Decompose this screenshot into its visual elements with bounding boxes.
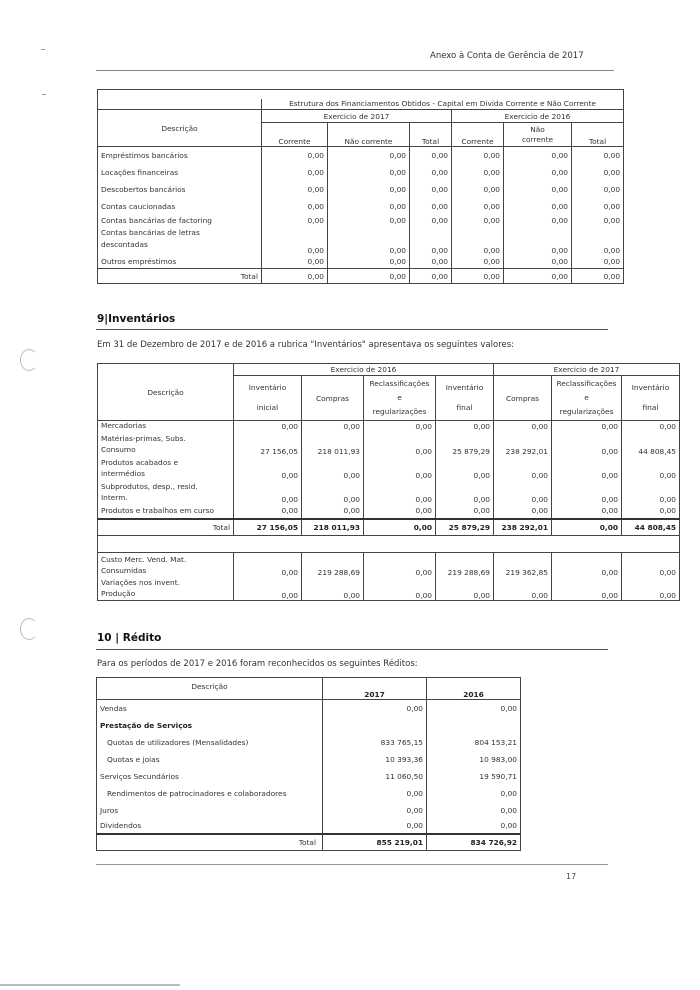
cell: 11 060,50 <box>323 768 427 785</box>
revenue-table <box>96 677 521 851</box>
financing-table <box>97 89 624 284</box>
cell: 0,00 <box>504 198 572 215</box>
row-label-line: Variações nos invent. <box>101 578 180 588</box>
cell: 0,00 <box>436 504 494 519</box>
inventories-intro: Em 31 de Dezembro de 2017 e de 2016 a rubrica "Inventários" apresentava os seguintes valores: <box>97 340 515 350</box>
cell: 0,00 <box>552 480 622 504</box>
col-header <box>436 376 494 421</box>
section-heading-inventories: 9|Inventários <box>97 313 176 325</box>
table-row <box>98 456 680 480</box>
cell: 0,00 <box>410 215 452 227</box>
row-label-line: Produção <box>101 589 136 599</box>
row-label-line: Subprodutos, desp., resid. <box>101 481 198 491</box>
table-row <box>97 768 521 785</box>
cell: 0,00 <box>622 577 680 601</box>
table-row <box>98 577 680 601</box>
table-row <box>98 421 680 432</box>
cell: 0,00 <box>364 480 436 504</box>
total-label: Total <box>98 519 234 536</box>
cell: 0,00 <box>622 504 680 519</box>
col-header-line: Inventário <box>445 383 484 392</box>
cell: 238 292,01 <box>494 519 552 536</box>
col-header <box>622 376 680 421</box>
cell: 0,00 <box>323 802 427 819</box>
row-label: Empréstimos bancários <box>98 147 262 164</box>
cell: 0,00 <box>572 215 624 227</box>
row-label-line: Custo Merc. Vend. Mat. <box>101 554 187 564</box>
cell: 0,00 <box>262 181 328 198</box>
cell: 0,00 <box>364 577 436 601</box>
year-2017-header: Exercicio de 2017 <box>494 364 680 376</box>
cell: 0,00 <box>504 227 572 255</box>
table-row <box>98 255 624 269</box>
cell: 0,00 <box>572 255 624 269</box>
cell: 0,00 <box>410 181 452 198</box>
cell: 0,00 <box>622 480 680 504</box>
cell: 0,00 <box>494 504 552 519</box>
col-header-line: Inventário <box>248 383 287 392</box>
table-row <box>98 198 624 215</box>
cell: 0,00 <box>302 421 364 432</box>
cell: 0,00 <box>364 456 436 480</box>
row-label-line: Matérias-primas, Subs. <box>101 433 186 443</box>
section-rule <box>96 329 608 330</box>
cell: 0,00 <box>234 480 302 504</box>
total-label: Total <box>98 269 262 284</box>
cell: 0,00 <box>410 164 452 181</box>
col-header: Corrente <box>452 123 504 147</box>
row-label <box>98 456 234 480</box>
cell: 0,00 <box>328 255 410 269</box>
year-2017-header: Exercicio de 2017 <box>262 110 452 123</box>
cell: 219 288,69 <box>436 553 494 577</box>
cell: 218 011,93 <box>302 519 364 536</box>
row-label <box>98 577 234 601</box>
row-label-line: Consumidas <box>101 565 147 575</box>
section-heading-revenue: 10 | Rédito <box>97 632 162 644</box>
cell: 0,00 <box>427 700 521 717</box>
cell: 0,00 <box>262 215 328 227</box>
col-header-line: e <box>584 393 589 402</box>
cell: 238 292,01 <box>494 432 552 456</box>
spacer-cell <box>98 536 680 553</box>
cell: 0,00 <box>452 198 504 215</box>
table-row <box>98 215 624 227</box>
cell: 25 879,29 <box>436 519 494 536</box>
row-label: Contas bancárias de factoring <box>98 215 262 227</box>
row-label <box>98 227 262 255</box>
col-header: Não corrente <box>504 123 572 147</box>
cell: 0,00 <box>572 164 624 181</box>
cell: 0,00 <box>494 421 552 432</box>
col-header-line: regularizações <box>372 407 427 416</box>
cell: 0,00 <box>436 577 494 601</box>
desc-header: Descrição <box>98 110 262 147</box>
row-label: Prestação de Serviços <box>97 717 323 734</box>
cell: 0,00 <box>552 421 622 432</box>
table-row <box>98 553 680 577</box>
footer-rule <box>96 864 608 865</box>
cell: 0,00 <box>504 255 572 269</box>
table-row <box>97 734 521 751</box>
cell: 0,00 <box>504 269 572 284</box>
row-label: Descobertos bancários <box>98 181 262 198</box>
col-header: Compras <box>494 376 552 421</box>
row-label: Quotas de utilizadores (Mensalidades) <box>97 734 323 751</box>
desc-header: Descrição <box>98 364 234 421</box>
cell: 0,00 <box>364 553 436 577</box>
col-header-line: inicial <box>256 403 279 412</box>
cell: 0,00 <box>410 147 452 164</box>
table-row <box>97 802 521 819</box>
row-label: Rendimentos de patrocinadores e colaboradores <box>97 785 323 802</box>
col-header-line: final <box>642 403 659 412</box>
cell: 0,00 <box>452 255 504 269</box>
row-label: Serviços Secundários <box>97 768 323 785</box>
punch-hole <box>20 618 38 640</box>
cell: 0,00 <box>234 553 302 577</box>
row-label <box>98 480 234 504</box>
scan-mark <box>41 49 45 50</box>
cell: 0,00 <box>323 785 427 802</box>
year-2017-header: 2017 <box>323 678 427 700</box>
cell: 0,00 <box>364 432 436 456</box>
cell: 0,00 <box>572 181 624 198</box>
cell: 0,00 <box>302 480 364 504</box>
cell: 0,00 <box>234 421 302 432</box>
col-header-line: Reclassificações <box>369 379 430 388</box>
row-label: Contas caucionadas <box>98 198 262 215</box>
cell: 218 011,93 <box>302 432 364 456</box>
table-row <box>98 164 624 181</box>
cell: 10 393,36 <box>323 751 427 768</box>
col-header-line: e <box>397 393 402 402</box>
col-header: Não corrente <box>328 123 410 147</box>
cell: 0,00 <box>410 198 452 215</box>
table-row <box>98 480 680 504</box>
cell: 0,00 <box>452 227 504 255</box>
cell: 0,00 <box>452 147 504 164</box>
year-2016-header: Exercicio de 2016 <box>452 110 624 123</box>
total-row <box>98 269 624 284</box>
row-label: Juros <box>97 802 323 819</box>
col-header: Total <box>410 123 452 147</box>
col-header <box>364 376 436 421</box>
running-header: Anexo à Conta de Gerência de 2017 <box>430 51 584 61</box>
row-label: Mercadorias <box>98 421 234 432</box>
row-label: Outros empréstimos <box>98 255 262 269</box>
cell: 44 808,45 <box>622 432 680 456</box>
col-header <box>552 376 622 421</box>
cell: 0,00 <box>262 269 328 284</box>
scan-edge <box>0 984 180 986</box>
cell: 0,00 <box>504 147 572 164</box>
cell: 0,00 <box>302 504 364 519</box>
table-row <box>97 785 521 802</box>
cell: 0,00 <box>328 227 410 255</box>
cell: 0,00 <box>436 480 494 504</box>
cell: 0,00 <box>364 421 436 432</box>
row-label <box>98 432 234 456</box>
cell: 0,00 <box>622 553 680 577</box>
cell: 0,00 <box>452 181 504 198</box>
row-label-line: Produtos acabados e <box>101 457 179 467</box>
cell: 0,00 <box>572 269 624 284</box>
cell: 0,00 <box>262 198 328 215</box>
cell: 25 879,29 <box>436 432 494 456</box>
cell: 0,00 <box>234 577 302 601</box>
cell: 0,00 <box>262 227 328 255</box>
spacer-row <box>98 536 680 553</box>
cell <box>323 717 427 734</box>
cell: 19 590,71 <box>427 768 521 785</box>
table-row <box>97 819 521 834</box>
cell: 0,00 <box>622 456 680 480</box>
row-label-line: descontadas <box>101 239 148 249</box>
total-row <box>98 519 680 536</box>
cell: 0,00 <box>552 553 622 577</box>
cell: 0,00 <box>504 164 572 181</box>
cell: 804 153,21 <box>427 734 521 751</box>
cell: 0,00 <box>234 504 302 519</box>
total-row <box>97 834 521 851</box>
desc-header: Descrição <box>97 678 323 700</box>
cell: 0,00 <box>504 215 572 227</box>
cell: 0,00 <box>494 577 552 601</box>
cell: 0,00 <box>410 255 452 269</box>
row-label-line: Consumo <box>101 444 136 454</box>
row-label: Dividendos <box>97 819 323 834</box>
col-header-line: regularizações <box>559 407 614 416</box>
row-label: Quotas e joias <box>97 751 323 768</box>
row-label-line: Interm. <box>101 492 128 502</box>
row-label: Vendas <box>97 700 323 717</box>
cell: 0,00 <box>572 147 624 164</box>
cell: 0,00 <box>572 227 624 255</box>
cell: 0,00 <box>504 181 572 198</box>
scan-mark <box>42 94 46 95</box>
cell: 0,00 <box>328 215 410 227</box>
cell: 27 156,05 <box>234 519 302 536</box>
cell: 0,00 <box>427 802 521 819</box>
col-header-line: Reclassificações <box>556 379 617 388</box>
cell: 0,00 <box>552 577 622 601</box>
financing-title: Estrutura dos Financiamentos Obtidos - Capital em Divida Corrente e Não Corrente <box>262 99 624 110</box>
cell: 44 808,45 <box>622 519 680 536</box>
col-header: Compras <box>302 376 364 421</box>
cell: 0,00 <box>552 456 622 480</box>
cell: 0,00 <box>410 227 452 255</box>
cell: 0,00 <box>452 164 504 181</box>
table-row <box>97 700 521 717</box>
cell: 0,00 <box>302 577 364 601</box>
cell: 0,00 <box>262 255 328 269</box>
cell: 0,00 <box>427 785 521 802</box>
cell: 0,00 <box>494 480 552 504</box>
cell: 0,00 <box>328 164 410 181</box>
row-label-line: Contas bancárias de letras <box>101 227 200 237</box>
header-rule <box>96 70 614 71</box>
cell: 0,00 <box>552 504 622 519</box>
row-label <box>98 553 234 577</box>
col-header-line: final <box>456 403 473 412</box>
cell: 0,00 <box>328 147 410 164</box>
col-header <box>234 376 302 421</box>
cell: 0,00 <box>364 519 436 536</box>
row-label: Produtos e trabalhos em curso <box>98 504 234 519</box>
cell: 0,00 <box>234 456 302 480</box>
cell: 0,00 <box>364 504 436 519</box>
cell: 834 726,92 <box>427 834 521 851</box>
section-rule <box>96 649 608 650</box>
table-row <box>98 432 680 456</box>
cell: 0,00 <box>302 456 364 480</box>
col-header: Total <box>572 123 624 147</box>
row-label-line: intermédios <box>101 468 145 478</box>
cell: 0,00 <box>323 819 427 834</box>
cell: 0,00 <box>622 421 680 432</box>
row-label: Locações financeiras <box>98 164 262 181</box>
cell: 219 288,69 <box>302 553 364 577</box>
cell: 219 362,85 <box>494 553 552 577</box>
cell: 0,00 <box>427 819 521 834</box>
cell: 0,00 <box>328 198 410 215</box>
cell: 0,00 <box>436 456 494 480</box>
col-header-line: Inventário <box>631 383 670 392</box>
cell: 0,00 <box>552 519 622 536</box>
col-header: Corrente <box>262 123 328 147</box>
cell: 0,00 <box>452 269 504 284</box>
cell: 0,00 <box>410 269 452 284</box>
cell: 0,00 <box>323 700 427 717</box>
cell: 0,00 <box>262 147 328 164</box>
cell: 0,00 <box>328 181 410 198</box>
punch-hole <box>20 349 38 371</box>
cell: 0,00 <box>572 198 624 215</box>
cell <box>427 717 521 734</box>
cell: 0,00 <box>436 421 494 432</box>
total-label: Total <box>97 834 323 851</box>
table-row <box>98 147 624 164</box>
cell: 855 219,01 <box>323 834 427 851</box>
year-2016-header: 2016 <box>427 678 521 700</box>
table-row <box>98 181 624 198</box>
page-number: 17 <box>566 872 577 881</box>
table-row <box>98 227 624 255</box>
cell: 0,00 <box>328 269 410 284</box>
table-row <box>97 717 521 734</box>
cell: 27 156,05 <box>234 432 302 456</box>
table-row <box>98 504 680 519</box>
revenue-intro: Para os períodos de 2017 e 2016 foram reconhecidos os seguintes Réditos: <box>97 659 418 669</box>
cell: 10 983,00 <box>427 751 521 768</box>
cell: 0,00 <box>552 432 622 456</box>
cell: 0,00 <box>494 456 552 480</box>
inventories-table <box>97 363 680 601</box>
cell: 0,00 <box>262 164 328 181</box>
cell: 0,00 <box>452 215 504 227</box>
year-2016-header: Exercicio de 2016 <box>234 364 494 376</box>
cell: 833 765,15 <box>323 734 427 751</box>
table-row <box>97 751 521 768</box>
